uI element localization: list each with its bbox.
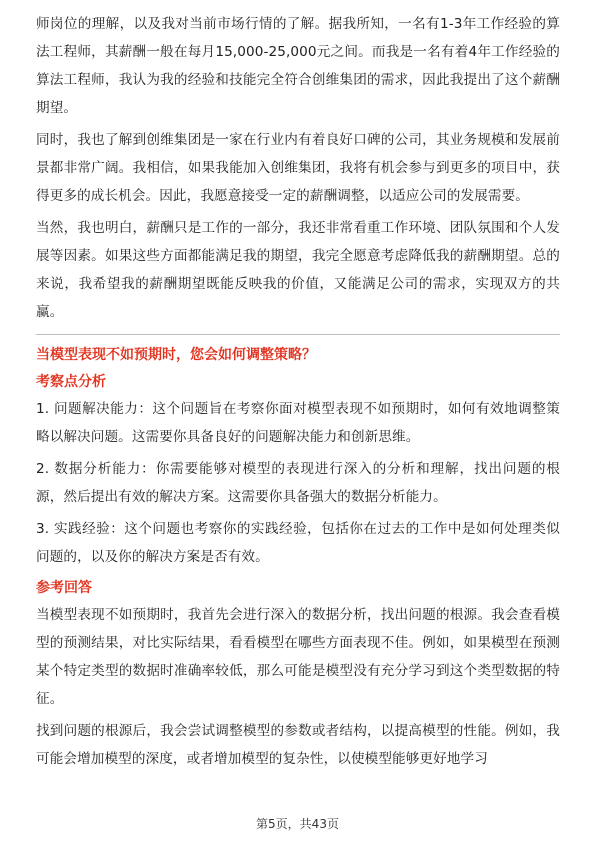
answer-paragraph-1: 当模型表现不如预期时，我首先会进行深入的数据分析，找出问题的根源。我会查看模型的预测结果，对比实际结果，看看模型在哪些方面表现不佳。例如，如果模型在预测某个特定类型的数据时准确率较低，那么可能是模型没有充分学习到这个类型数据的特征。 — [36, 607, 560, 707]
analysis-item-3: 3. 实践经验：这个问题也考察你的实践经验，包括你在过去的工作中是如何处理类似问题的，以及你的解决方案是否有效。 — [36, 521, 560, 565]
answer-paragraph-2: 找到问题的根源后，我会尝试调整模型的参数或者结构，以提高模型的性能。例如，我可能会增加模型的深度，或者增加模型的复杂性，以使模型能够更好地学习 — [36, 723, 560, 767]
intro-paragraph-3: 当然，我也明白，薪酬只是工作的一部分，我还非常看重工作环境、团队氛围和个人发展等因素。如果这些方面都能满足我的期望，我完全愿意考虑降低我的薪酬期望。总的来说，我希望我的薪酬期望既能反映我的价值，又能满足公司的需求，实现双方的共赢。 — [36, 220, 560, 320]
answer-heading: 参考回答 — [36, 580, 92, 596]
analysis-item-1: 1. 问题解决能力：这个问题旨在考察你面对模型表现不如预期时，如何有效地调整策略以解决问题。这需要你具备良好的问题解决能力和创新思维。 — [36, 401, 560, 445]
page-content — [36, 10, 560, 777]
section-divider — [36, 334, 560, 335]
analysis-heading: 考察点分析 — [36, 374, 106, 390]
analysis-item-2: 2. 数据分析能力：你需要能够对模型的表现进行深入的分析和理解，找出问题的根源，然后提出有效的解决方案。这需要你具备强大的数据分析能力。 — [36, 461, 560, 505]
intro-paragraph-1: 师岗位的理解，以及我对当前市场行情的了解。据我所知，一名有1-3年工作经验的算法工程师，其薪酬一般在每月15,000-25,000元之间。而我是一名有着4年工作经验的算法工程师，我认为我的经验和技能完全符合创维集团的需求，因此我提出了这个薪酬期望。 — [36, 16, 560, 116]
question-title: 当模型表现不如预期时，您会如何调整策略？ — [36, 347, 316, 363]
page-number-footer: 第5页，共43页 — [256, 817, 339, 831]
intro-paragraph-2: 同时，我也了解到创维集团是一家在行业内有着良好口碑的公司，其业务规模和发展前景都非常广阔。我相信，如果我能加入创维集团，我将有机会参与到更多的项目中，获得更多的成长机会。因此，我愿意接受一定的薪酬调整，以适应公司的发展需要。 — [36, 132, 560, 204]
